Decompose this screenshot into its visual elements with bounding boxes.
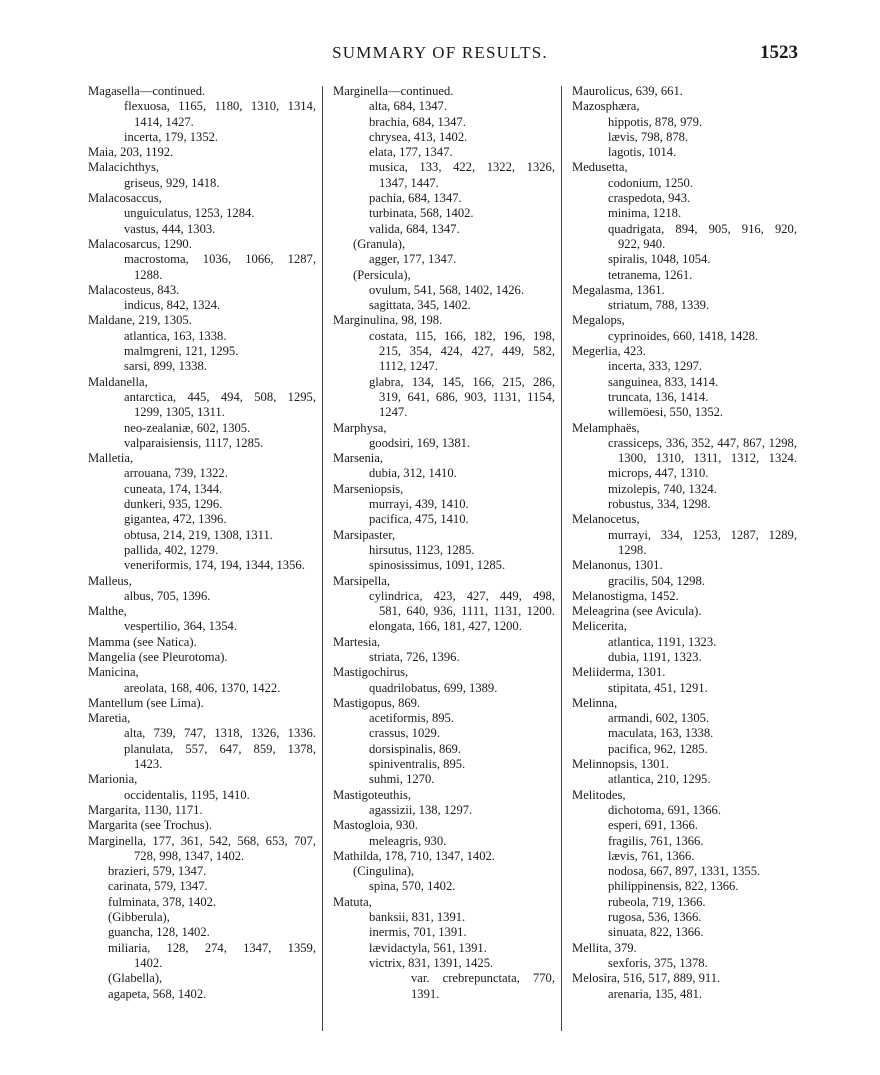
index-entry: Megalops,: [572, 313, 625, 328]
index-subentry: nodosa, 667, 897, 1331, 1355.: [608, 864, 761, 879]
index-subentry: codonium, 1250.: [608, 175, 694, 190]
index-entry: Melosira, 516, 517, 889, 911.: [572, 971, 721, 986]
index-subentry: musica, 133, 422, 1322, 1326,: [369, 160, 555, 175]
index-subentry: esperi, 691, 1366.: [608, 818, 698, 833]
index-subentry: var. crebrepunctata, 770,: [411, 971, 555, 986]
index-subentry: (Granula),: [353, 236, 406, 251]
index-entry: Melicerita,: [572, 619, 627, 634]
index-entry: Malthe,: [88, 604, 127, 619]
index-entry: Malletia,: [88, 451, 134, 466]
index-subentry: striatum, 788, 1339.: [608, 298, 710, 313]
index-subentry: inermis, 701, 1391.: [369, 925, 467, 940]
index-subentry: craspedota, 943.: [608, 191, 691, 206]
index-subentry: gigantea, 472, 1396.: [124, 512, 227, 527]
index-entry: Marginulina, 98, 198.: [333, 313, 443, 328]
index-subentry: maculata, 163, 1338.: [608, 726, 714, 741]
index-entry: Megerlia, 423.: [572, 344, 646, 359]
index-subentry: indicus, 842, 1324.: [124, 298, 221, 313]
index-entry: Marsipella,: [333, 573, 391, 588]
column-divider: [561, 86, 562, 1031]
index-entry: Mastigochirus,: [333, 665, 409, 680]
index-subentry: turbinata, 568, 1402.: [369, 206, 474, 221]
index-subentry: miliaria, 128, 274, 1347, 1359,: [108, 940, 316, 955]
index-subentry: veneriformis, 174, 194, 1344, 1356.: [124, 558, 305, 573]
index-subentry: willemöesi, 550, 1352.: [608, 405, 724, 420]
index-subentry: 1402.: [134, 955, 163, 970]
index-entry: Margarita, 1130, 1171.: [88, 802, 203, 817]
index-subentry: robustus, 334, 1298.: [608, 497, 711, 512]
index-subentry: occidentalis, 1195, 1410.: [124, 787, 250, 802]
index-subentry: spina, 570, 1402.: [369, 879, 456, 894]
index-subentry: tetranema, 1261.: [608, 267, 693, 282]
index-subentry: rugosa, 536, 1366.: [608, 910, 702, 925]
index-subentry: lævis, 798, 878.: [608, 129, 689, 144]
index-subentry: 1112, 1247.: [379, 359, 438, 374]
index-entry: Malacosaccus,: [88, 191, 162, 206]
index-subentry: striata, 726, 1396.: [369, 649, 460, 664]
index-entry: Mamma (see Natica).: [88, 634, 197, 649]
index-subentry: fragilis, 761, 1366.: [608, 833, 704, 848]
index-entry: Margarita (see Trochus).: [88, 818, 212, 833]
index-subentry: minima, 1218.: [608, 206, 682, 221]
index-subentry: atlantica, 210, 1295.: [608, 772, 711, 787]
index-entry: Malacosteus, 843.: [88, 282, 180, 297]
index-entry: Melitodes,: [572, 787, 626, 802]
index-subentry: sexforis, 375, 1378.: [608, 955, 708, 970]
index-subentry: 922, 940.: [618, 236, 666, 251]
index-subentry: quadrigata, 894, 905, 916, 920,: [608, 221, 797, 236]
index-subentry: 1300, 1310, 1311, 1312, 1324.: [618, 451, 797, 466]
index-subentry: philippinensis, 822, 1366.: [608, 879, 739, 894]
index-subentry: sanguinea, 833, 1414.: [608, 374, 719, 389]
index-subentry: ovulum, 541, 568, 1402, 1426.: [369, 282, 524, 297]
index-subentry: cyprinoides, 660, 1418, 1428.: [608, 328, 759, 343]
index-entry: Mastigopus, 869.: [333, 695, 421, 710]
index-subentry: truncata, 136, 1414.: [608, 389, 709, 404]
index-entry: Malacosarcus, 1290.: [88, 236, 192, 251]
index-column-middle: [333, 84, 555, 1002]
index-entry: Meliiderma, 1301.: [572, 665, 666, 680]
index-subentry: 1288.: [134, 267, 163, 282]
index-subentry: brachia, 684, 1347.: [369, 114, 466, 129]
index-entry: Mantellum (see Lima).: [88, 695, 204, 710]
index-entry: Mangelia (see Pleurotoma).: [88, 649, 228, 664]
index-subentry: lævidactyla, 561, 1391.: [369, 940, 487, 955]
index-subentry: guancha, 128, 1402.: [108, 925, 210, 940]
index-subentry: vespertilio, 364, 1354.: [124, 619, 237, 634]
index-subentry: glabra, 134, 145, 166, 215, 286,: [369, 374, 555, 389]
index-entry: Malleus,: [88, 573, 132, 588]
index-subentry: dunkeri, 935, 1296.: [124, 497, 223, 512]
index-entry: Megalasma, 1361.: [572, 282, 665, 297]
index-subentry: 1298.: [618, 542, 647, 557]
index-subentry: fulminata, 378, 1402.: [108, 894, 217, 909]
index-entry: Mazosphæra,: [572, 99, 640, 114]
index-entry: Marionia,: [88, 772, 138, 787]
index-subentry: pallida, 402, 1279.: [124, 542, 219, 557]
index-entry: Marginella—continued.: [333, 84, 454, 98]
index-entry: Martesia,: [333, 634, 381, 649]
index-subentry: 581, 640, 936, 1111, 1131, 1200.: [379, 604, 555, 619]
index-subentry: malmgreni, 121, 1295.: [124, 344, 239, 359]
index-subentry: stipitata, 451, 1291.: [608, 680, 708, 695]
index-subentry: chrysea, 413, 1402.: [369, 129, 468, 144]
index-subentry: griseus, 929, 1418.: [124, 175, 220, 190]
index-entry: Maia, 203, 1192.: [88, 145, 174, 160]
index-subentry: crassiceps, 336, 352, 447, 867, 1298,: [608, 435, 797, 450]
index-subentry: vastus, 444, 1303.: [124, 221, 216, 236]
index-entry: Melinna,: [572, 695, 618, 710]
index-subentry: murrayi, 334, 1253, 1287, 1289,: [608, 527, 797, 542]
index-subentry: atlantica, 1191, 1323.: [608, 634, 717, 649]
page-number: 1523: [760, 42, 798, 63]
index-entry: Melinnopsis, 1301.: [572, 757, 669, 772]
index-entry: Magasella—continued.: [88, 84, 206, 98]
index-subentry: (Gibberula),: [108, 910, 170, 925]
index-subentry: (Persicula),: [353, 267, 411, 282]
index-subentry: meleagris, 930.: [369, 833, 447, 848]
index-subentry: atlantica, 163, 1338.: [124, 328, 227, 343]
index-entry: Melanocetus,: [572, 512, 640, 527]
index-subentry: costata, 115, 166, 182, 196, 198,: [369, 328, 555, 343]
index-entry: Matuta,: [333, 894, 372, 909]
index-subentry: albus, 705, 1396.: [124, 588, 211, 603]
index-subentry: areolata, 168, 406, 1370, 1422.: [124, 680, 281, 695]
index-subentry: antarctica, 445, 494, 508, 1295,: [124, 389, 316, 404]
index-entry: Mastigoteuthis,: [333, 787, 412, 802]
page-header: [0, 40, 880, 66]
index-entry: Meleagrina (see Avicula).: [572, 604, 702, 619]
index-entry: Marseniopsis,: [333, 481, 404, 496]
index-subentry: flexuosa, 1165, 1180, 1310, 1314,: [124, 99, 316, 114]
index-subentry: planulata, 557, 647, 859, 1378,: [124, 741, 316, 756]
index-subentry: carinata, 579, 1347.: [108, 879, 208, 894]
index-entry: Marphysa,: [333, 420, 387, 435]
index-subentry: neo-zealaniæ, 602, 1305.: [124, 420, 251, 435]
index-subentry: (Glabella),: [108, 971, 163, 986]
column-divider: [322, 86, 323, 1031]
index-subentry: banksii, 831, 1391.: [369, 910, 466, 925]
index-subentry: quadrilobatus, 699, 1389.: [369, 680, 498, 695]
index-subentry: agassizii, 138, 1297.: [369, 802, 473, 817]
index-entry: Marginella, 177, 361, 542, 568, 653, 707,: [88, 833, 316, 848]
index-entry: Malacichthys,: [88, 160, 159, 175]
index-entry: Manicina,: [88, 665, 139, 680]
index-subentry: alta, 739, 747, 1318, 1326, 1336.: [124, 726, 316, 741]
index-subentry: arrouana, 739, 1322.: [124, 466, 228, 481]
index-subentry: unguiculatus, 1253, 1284.: [124, 206, 255, 221]
index-subentry: 1391.: [411, 986, 440, 1001]
index-subentry: agapeta, 568, 1402.: [108, 986, 207, 1001]
index-subentry: mizolepis, 740, 1324.: [608, 481, 717, 496]
page-title: SUMMARY OF RESULTS.: [332, 43, 548, 62]
index-subentry: dichotoma, 691, 1366.: [608, 802, 721, 817]
index-subentry: elata, 177, 1347.: [369, 145, 453, 160]
index-subentry: goodsiri, 169, 1381.: [369, 435, 471, 450]
index-subentry: 728, 998, 1347, 1402.: [134, 848, 245, 863]
index-entry: Maretia,: [88, 711, 131, 726]
index-subentry: agger, 177, 1347.: [369, 252, 457, 267]
index-entry: Medusetta,: [572, 160, 628, 175]
index-subentry: rubeola, 719, 1366.: [608, 894, 706, 909]
index-subentry: hippotis, 878, 979.: [608, 114, 703, 129]
index-column-right: [572, 84, 797, 1002]
index-subentry: spiralis, 1048, 1054.: [608, 252, 711, 267]
index-entry: Maurolicus, 639, 661.: [572, 84, 683, 98]
index-subentry: 1414, 1427.: [134, 114, 194, 129]
index-subentry: incerta, 333, 1297.: [608, 359, 703, 374]
index-subentry: 319, 641, 686, 903, 1131, 1154,: [379, 389, 555, 404]
index-subentry: brazieri, 579, 1347.: [108, 864, 207, 879]
index-subentry: spinosissimus, 1091, 1285.: [369, 558, 506, 573]
index-subentry: armandi, 602, 1305.: [608, 711, 710, 726]
index-subentry: sinuata, 822, 1366.: [608, 925, 704, 940]
index-subentry: gracilis, 504, 1298.: [608, 573, 705, 588]
index-subentry: cylindrica, 423, 427, 449, 498,: [369, 588, 555, 603]
index-subentry: alta, 684, 1347.: [369, 99, 447, 114]
index-entry: Marsenia,: [333, 451, 384, 466]
index-subentry: sagittata, 345, 1402.: [369, 298, 471, 313]
index-column-left: [88, 84, 316, 1002]
index-subentry: elongata, 166, 181, 427, 1200.: [369, 619, 522, 634]
index-subentry: pacifica, 475, 1410.: [369, 512, 469, 527]
index-subentry: 1423.: [134, 757, 163, 772]
index-entry: Melanonus, 1301.: [572, 558, 663, 573]
index-subentry: incerta, 179, 1352.: [124, 129, 219, 144]
index-entry: Maldane, 219, 1305.: [88, 313, 192, 328]
index-subentry: acetiformis, 895.: [369, 711, 454, 726]
index-subentry: microps, 447, 1310.: [608, 466, 709, 481]
index-subentry: 215, 354, 424, 427, 449, 582,: [379, 344, 555, 359]
index-entry: Mathilda, 178, 710, 1347, 1402.: [333, 848, 495, 863]
index-entry: Maldanella,: [88, 374, 148, 389]
index-entry: Mastogloia, 930.: [333, 818, 419, 833]
index-subentry: hirsutus, 1123, 1285.: [369, 542, 475, 557]
index-entry: Melanostigma, 1452.: [572, 588, 679, 603]
index-subentry: valida, 684, 1347.: [369, 221, 460, 236]
index-subentry: lævis, 761, 1366.: [608, 848, 695, 863]
index-subentry: lagotis, 1014.: [608, 145, 677, 160]
index-subentry: 1347, 1447.: [379, 175, 439, 190]
index-subentry: (Cingulina),: [353, 864, 415, 879]
index-subentry: macrostoma, 1036, 1066, 1287,: [124, 252, 316, 267]
index-subentry: arenaria, 135, 481.: [608, 986, 703, 1001]
index-subentry: 1247.: [379, 405, 408, 420]
index-entry: Melamphaës,: [572, 420, 640, 435]
index-entry: Mellita, 379.: [572, 940, 637, 955]
index-subentry: murrayi, 439, 1410.: [369, 497, 469, 512]
index-subentry: dorsispinalis, 869.: [369, 741, 462, 756]
index-subentry: suhmi, 1270.: [369, 772, 435, 787]
index-subentry: spiniventralis, 895.: [369, 757, 466, 772]
index-subentry: dubia, 312, 1410.: [369, 466, 457, 481]
index-subentry: dubia, 1191, 1323.: [608, 649, 702, 664]
index-subentry: cuneata, 174, 1344.: [124, 481, 223, 496]
index-subentry: victrix, 831, 1391, 1425.: [369, 955, 494, 970]
index-subentry: valparaisiensis, 1117, 1285.: [124, 435, 264, 450]
index-subentry: sarsi, 899, 1338.: [124, 359, 207, 374]
index-subentry: obtusa, 214, 219, 1308, 1311.: [124, 527, 273, 542]
index-subentry: pacifica, 962, 1285.: [608, 741, 708, 756]
index-entry: Marsipaster,: [333, 527, 396, 542]
index-subentry: pachia, 684, 1347.: [369, 191, 462, 206]
index-subentry: crassus, 1029.: [369, 726, 441, 741]
index-subentry: 1299, 1305, 1311.: [134, 405, 225, 420]
